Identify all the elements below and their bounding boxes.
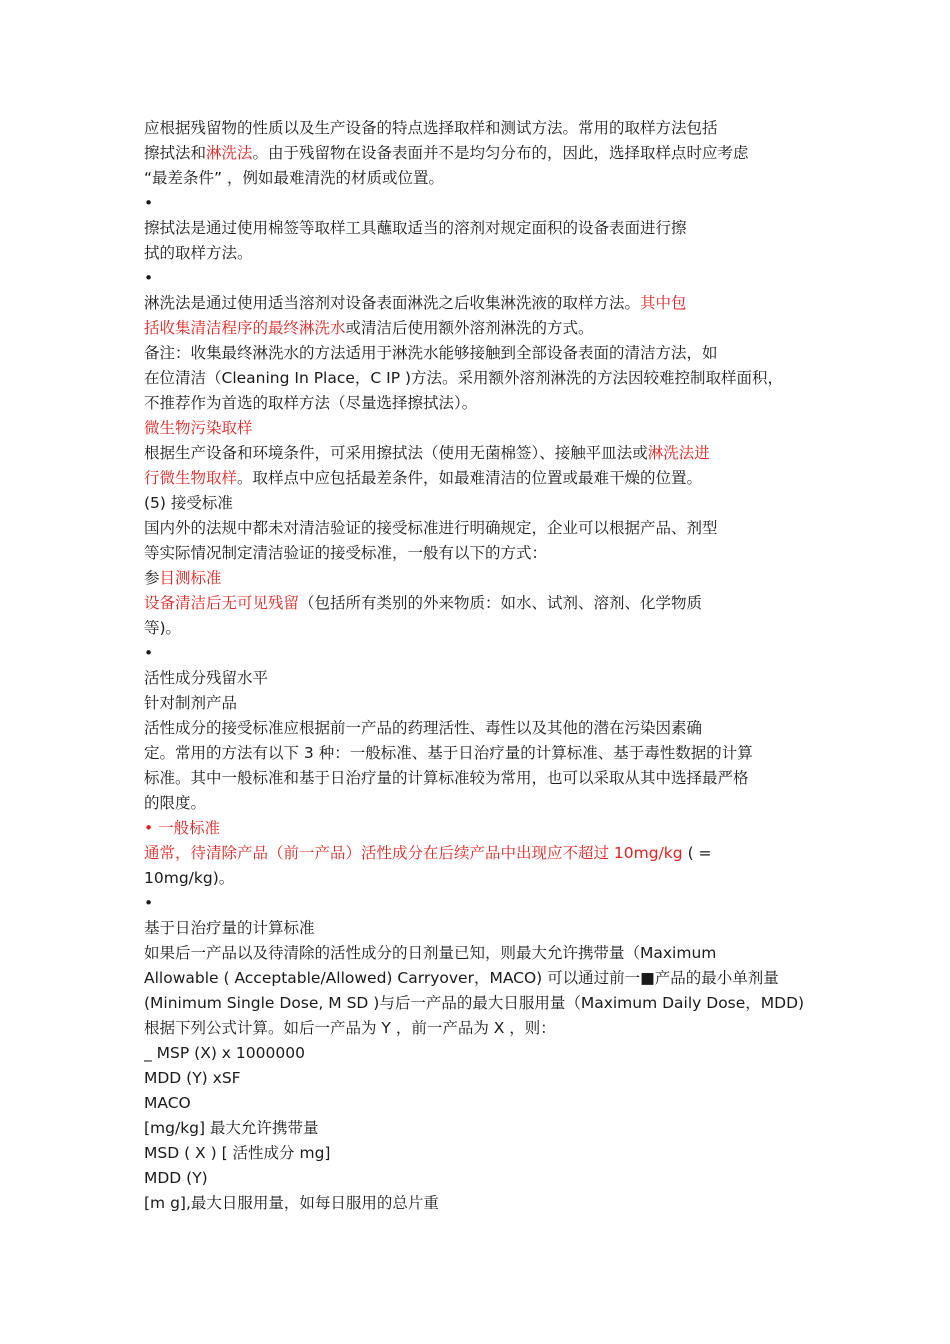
text-line	[144, 891, 824, 916]
text-segment: 等)。	[144, 619, 182, 637]
text-segment: （包括所有类别的外来物质：如水、试剂、溶剂、化学物质	[299, 594, 703, 612]
text-line	[144, 466, 824, 491]
text-line	[144, 841, 824, 866]
text-line	[144, 1116, 824, 1141]
text-line	[144, 741, 824, 766]
highlighted-text: • 一般标准	[144, 819, 221, 837]
text-line	[144, 241, 824, 266]
text-segment: 擦拭法和	[144, 144, 207, 162]
text-line	[144, 966, 824, 991]
text-segment: _ MSP (X) x 1000000	[144, 1044, 305, 1062]
text-line	[144, 691, 824, 716]
text-segment: 10mg/kg)。	[144, 869, 235, 887]
text-line	[144, 666, 824, 691]
text-segment: 等实际情况制定清洁验证的接受标准，一般有以下的方式：	[144, 544, 548, 562]
text-segment: 的限度。	[144, 794, 207, 812]
highlighted-text: 淋洗法	[206, 144, 253, 162]
text-line	[144, 266, 824, 291]
text-segment: 擦拭法是通过使用棉签等取样工具蘸取适当的溶剂对规定面积的设备表面进行擦	[144, 219, 687, 237]
highlighted-text: 设备清洁后无可见残留	[144, 594, 300, 612]
text-segment: 。由于残留物在设备表面并不是均匀分布的，因此，选择取样点时应考虑	[252, 144, 749, 162]
highlighted-text: 其中包	[640, 294, 687, 312]
text-line	[144, 991, 824, 1016]
text-line	[144, 1016, 824, 1041]
text-line	[144, 491, 824, 516]
highlighted-text: 行微生物取样	[144, 469, 238, 487]
text-segment: MDD (Y)	[144, 1169, 208, 1187]
text-segment: 不推荐作为首选的取样方法（尽量选择擦拭法）。	[144, 394, 478, 412]
text-line	[144, 316, 824, 341]
highlighted-text: 微生物污染取样	[144, 419, 253, 437]
text-line	[144, 816, 824, 841]
text-segment: [m g],最大日服用量，如每日服用的总片重	[144, 1194, 439, 1212]
text-line	[144, 291, 824, 316]
text-line	[144, 1191, 824, 1216]
text-line	[144, 216, 824, 241]
text-line	[144, 141, 824, 166]
text-line	[144, 341, 824, 366]
text-line	[144, 766, 824, 791]
text-segment: 针对制剂产品	[144, 694, 238, 712]
text-line	[144, 366, 824, 391]
highlighted-text: 通常，待清除产品（前一产品）活性成分在后续产品中出现应不超过 10mg/kg	[144, 844, 683, 862]
text-line	[144, 416, 824, 441]
text-line	[144, 791, 824, 816]
text-line	[144, 591, 824, 616]
text-line	[144, 616, 824, 641]
text-segment: MACO	[144, 1094, 191, 1112]
text-line	[144, 441, 824, 466]
text-segment: “最差条件” ，例如最难清洗的材质或位置。	[144, 169, 444, 187]
highlighted-text: 括收集清洁程序的最终淋洗水	[144, 319, 346, 337]
text-line	[144, 866, 824, 891]
text-segment: 定。常用的方法有以下 3 种：一般标准、基于日治疗量的计算标准、基于毒性数据的计算	[144, 744, 753, 762]
text-segment: 备注：收集最终淋洗水的方法适用于淋洗水能够接触到全部设备表面的清洁方法，如	[144, 344, 718, 362]
text-segment: MSD ( X ) [ 活性成分 mg]	[144, 1144, 331, 1162]
text-line	[144, 566, 824, 591]
text-segment: 国内外的法规中都未对清洁验证的接受标准进行明确规定，企业可以根据产品、剂型	[144, 519, 718, 537]
document-body	[144, 116, 824, 1216]
text-segment: 根据生产设备和环境条件，可采用擦拭法（使用无菌棉签）、接触平皿法或	[144, 444, 648, 462]
text-line	[144, 1066, 824, 1091]
text-segment: •	[144, 644, 154, 662]
text-segment: 或清洁后使用额外溶剂淋洗的方式。	[345, 319, 594, 337]
text-segment: 拭的取样方法。	[144, 244, 253, 262]
text-segment: 在位清洁（Cleaning In Place，C IP )方法。采用额外溶剂淋洗的方法因较难控制取样面积，	[144, 369, 784, 387]
text-line	[144, 1141, 824, 1166]
text-segment: 参	[144, 569, 160, 587]
text-segment: 活性成分的接受标准应根据前一产品的药理活性、毒性以及其他的潜在污染因素确	[144, 719, 703, 737]
text-segment: (Minimum Single Dose, M SD )与后一产品的最大日服用量（Maximum Daily Dose，MDD)	[144, 994, 805, 1012]
highlighted-text: 淋洗法进	[647, 444, 710, 462]
text-line	[144, 941, 824, 966]
text-segment: 。取样点中应包括最差条件，如最难清洁的位置或最难干燥的位置。	[237, 469, 703, 487]
text-segment: (5) 接受标准	[144, 494, 233, 512]
text-line	[144, 191, 824, 216]
text-line	[144, 391, 824, 416]
text-segment: 淋洗法是通过使用适当溶剂对设备表面淋洗之后收集淋洗液的取样方法。	[144, 294, 641, 312]
text-segment: 活性成分残留水平	[144, 669, 269, 687]
text-line	[144, 1091, 824, 1116]
text-line	[144, 916, 824, 941]
text-segment: 标准。其中一般标准和基于日治疗量的计算标准较为常用，也可以采取从其中选择最严格	[144, 769, 749, 787]
text-segment: 应根据残留物的性质以及生产设备的特点选择取样和测试方法。常用的取样方法包括	[144, 119, 718, 137]
text-segment: MDD (Y) xSF	[144, 1069, 241, 1087]
text-segment: ( =	[682, 844, 712, 862]
highlighted-text: 目测标准	[159, 569, 222, 587]
text-line	[144, 166, 824, 191]
text-segment: 根据下列公式计算。如后一产品为 Y ，前一产品为 X ，则：	[144, 1019, 556, 1037]
text-segment: 基于日治疗量的计算标准	[144, 919, 315, 937]
text-segment: [mg/kg] 最大允许携带量	[144, 1119, 319, 1137]
text-line	[144, 1166, 824, 1191]
text-line	[144, 1041, 824, 1066]
text-line	[144, 516, 824, 541]
text-line	[144, 541, 824, 566]
text-line	[144, 716, 824, 741]
text-segment: Allowable ( Acceptable/Allowed) Carryover，MACO) 可以通过前一■产品的最小单剂量	[144, 969, 779, 987]
text-segment: •	[144, 894, 154, 912]
text-line	[144, 641, 824, 666]
text-segment: 如果后一产品以及待清除的活性成分的日剂量已知，则最大允许携带量（Maximum	[144, 944, 717, 962]
text-segment: •	[144, 269, 154, 287]
text-line	[144, 116, 824, 141]
text-segment: •	[144, 194, 154, 212]
